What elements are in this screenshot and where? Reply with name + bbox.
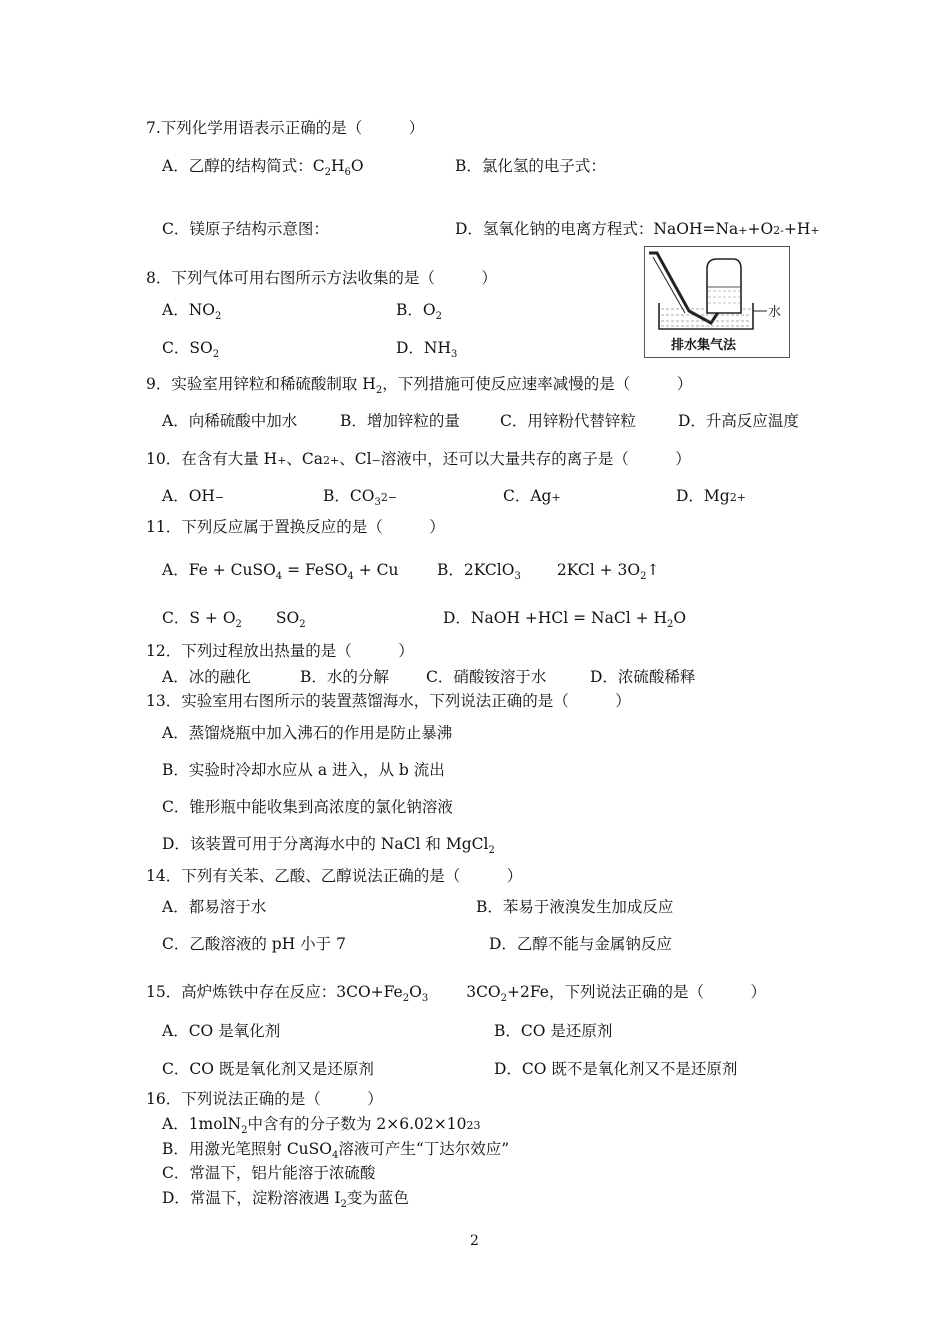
q11-option-c: C．$S + O_2$ $SO_2$ (162, 609, 306, 630)
q8-stem: 8．下列气体可用右图所示方法收集的是（ ） (146, 269, 497, 287)
q12-stem: 12．下列过程放出热量的是（ ） (146, 642, 414, 660)
q10-option-d: D．Mg2+ (676, 487, 746, 505)
q7-option-b: B．氯化氢的电子式： (455, 157, 606, 175)
q16-option-d: D．常温下，淀粉溶液遇 $I_2$变为蓝色 (162, 1189, 409, 1210)
q7-stem: 7.下列化学用语表示正确的是（ ） (146, 119, 425, 137)
q12-option-a: A．冰的融化 (162, 668, 251, 686)
q14-option-c: C．乙酸溶液的 pH 小于 7 (162, 935, 346, 953)
fig-water-label: 水 (768, 305, 782, 320)
q14-option-d: D．乙醇不能与金属钠反应 (489, 935, 672, 953)
q9-option-d: D．升高反应温度 (678, 412, 799, 430)
q11-option-a: A．Fe + CuSO$_4$ = FeSO$_4$ + Cu (162, 561, 399, 582)
q13-option-b: B．实验时冷却水应从 a 进入，从 b 流出 (162, 761, 445, 779)
q9-option-a: A．向稀硫酸中加水 (162, 412, 298, 430)
q14-option-a: A．都易溶于水 (162, 898, 267, 916)
q8-option-b: B．$O_2$ (396, 301, 442, 322)
q8-option-d: D．$NH_3$ (396, 339, 458, 360)
q7-option-a: A．乙醇的结构简式：$C_2H_6O$ (162, 157, 364, 178)
q14-stem: 14．下列有关苯、乙酸、乙醇说法正确的是（ ） (146, 867, 523, 885)
q10-option-b: B．$CO_32-$ (323, 487, 398, 508)
q13-option-d: D．该装置可用于分离海水中的 NaCl 和 MgCl$_2$ (162, 835, 495, 856)
q12-option-b: B．水的分解 (300, 668, 389, 686)
q15-option-b: B．CO 是还原剂 (494, 1022, 613, 1040)
q7-option-d: D．氢氧化钠的电离方程式：NaOH=Na++O2-+H+ (455, 220, 820, 238)
q13-option-c: C．锥形瓶中能收集到高浓度的氯化钠溶液 (162, 798, 453, 816)
water-displacement-apparatus (645, 247, 789, 357)
q15-option-c: C．CO 既是氧化剂又是还原剂 (162, 1060, 374, 1078)
q13-stem: 13．实验室用右图所示的装置蒸馏海水，下列说法正确的是（ ） (146, 692, 631, 710)
q13-option-a: A．蒸馏烧瓶中加入沸石的作用是防止暴沸 (162, 724, 453, 742)
fig-caption: 排水集气法 (671, 338, 737, 353)
q11-option-b: B．2KClO$_3$ $2KCl + 3O_2↑$ (437, 561, 660, 582)
q7-option-c: C．镁原子结构示意图： (162, 220, 329, 238)
q9-option-b: B．增加锌粒的量 (340, 412, 460, 430)
q15-stem: 15．高炉炼铁中存在反应：$3CO+Fe_2O_3$ $3CO_2+2Fe$，下列说法正确的是（ ） (146, 983, 766, 1004)
q16-option-c: C．常温下，铝片能溶于浓硫酸 (162, 1164, 376, 1182)
q14-option-b: B．苯易于液溴发生加成反应 (476, 898, 674, 916)
q10-option-c: C．Ag+ (503, 487, 561, 505)
q15-option-a: A．CO 是氧化剂 (162, 1022, 281, 1040)
q12-option-c: C．硝酸铵溶于水 (426, 668, 547, 686)
q11-option-d: D．NaOH +HCl = NaCl + $H_2O$ (443, 609, 687, 630)
q11-stem: 11．下列反应属于置换反应的是（ ） (146, 518, 445, 536)
q8-option-a: A．$NO_2$ (162, 301, 222, 322)
q16-option-a: A．1molN$_2$中含有的分子数为 2×6.02×1023 (162, 1115, 481, 1136)
water-displacement-figure (644, 246, 790, 358)
q9-stem: 9．实验室用锌粒和稀硫酸制取 $H_2$，下列措施可使反应速率减慢的是（ ） (146, 375, 693, 396)
q9-option-c: C．用锌粉代替锌粒 (500, 412, 636, 430)
q15-option-d: D．CO 既不是氧化剂又不是还原剂 (494, 1060, 738, 1078)
q8-option-c: C．$SO_2$ (162, 339, 220, 360)
q10-option-a: A．OH− (162, 487, 225, 505)
q16-stem: 16．下列说法正确的是（ ） (146, 1090, 383, 1108)
q12-option-d: D．浓硫酸稀释 (590, 668, 696, 686)
q10-stem: 10．在含有大量 H+、Ca2+、Cl−溶液中，还可以大量共存的离子是（ ） (146, 450, 691, 468)
page-number: 2 (470, 1233, 479, 1249)
q16-option-b: B．用激光笔照射 CuSO$_4$溶液可产生“丁达尔效应” (162, 1140, 510, 1161)
